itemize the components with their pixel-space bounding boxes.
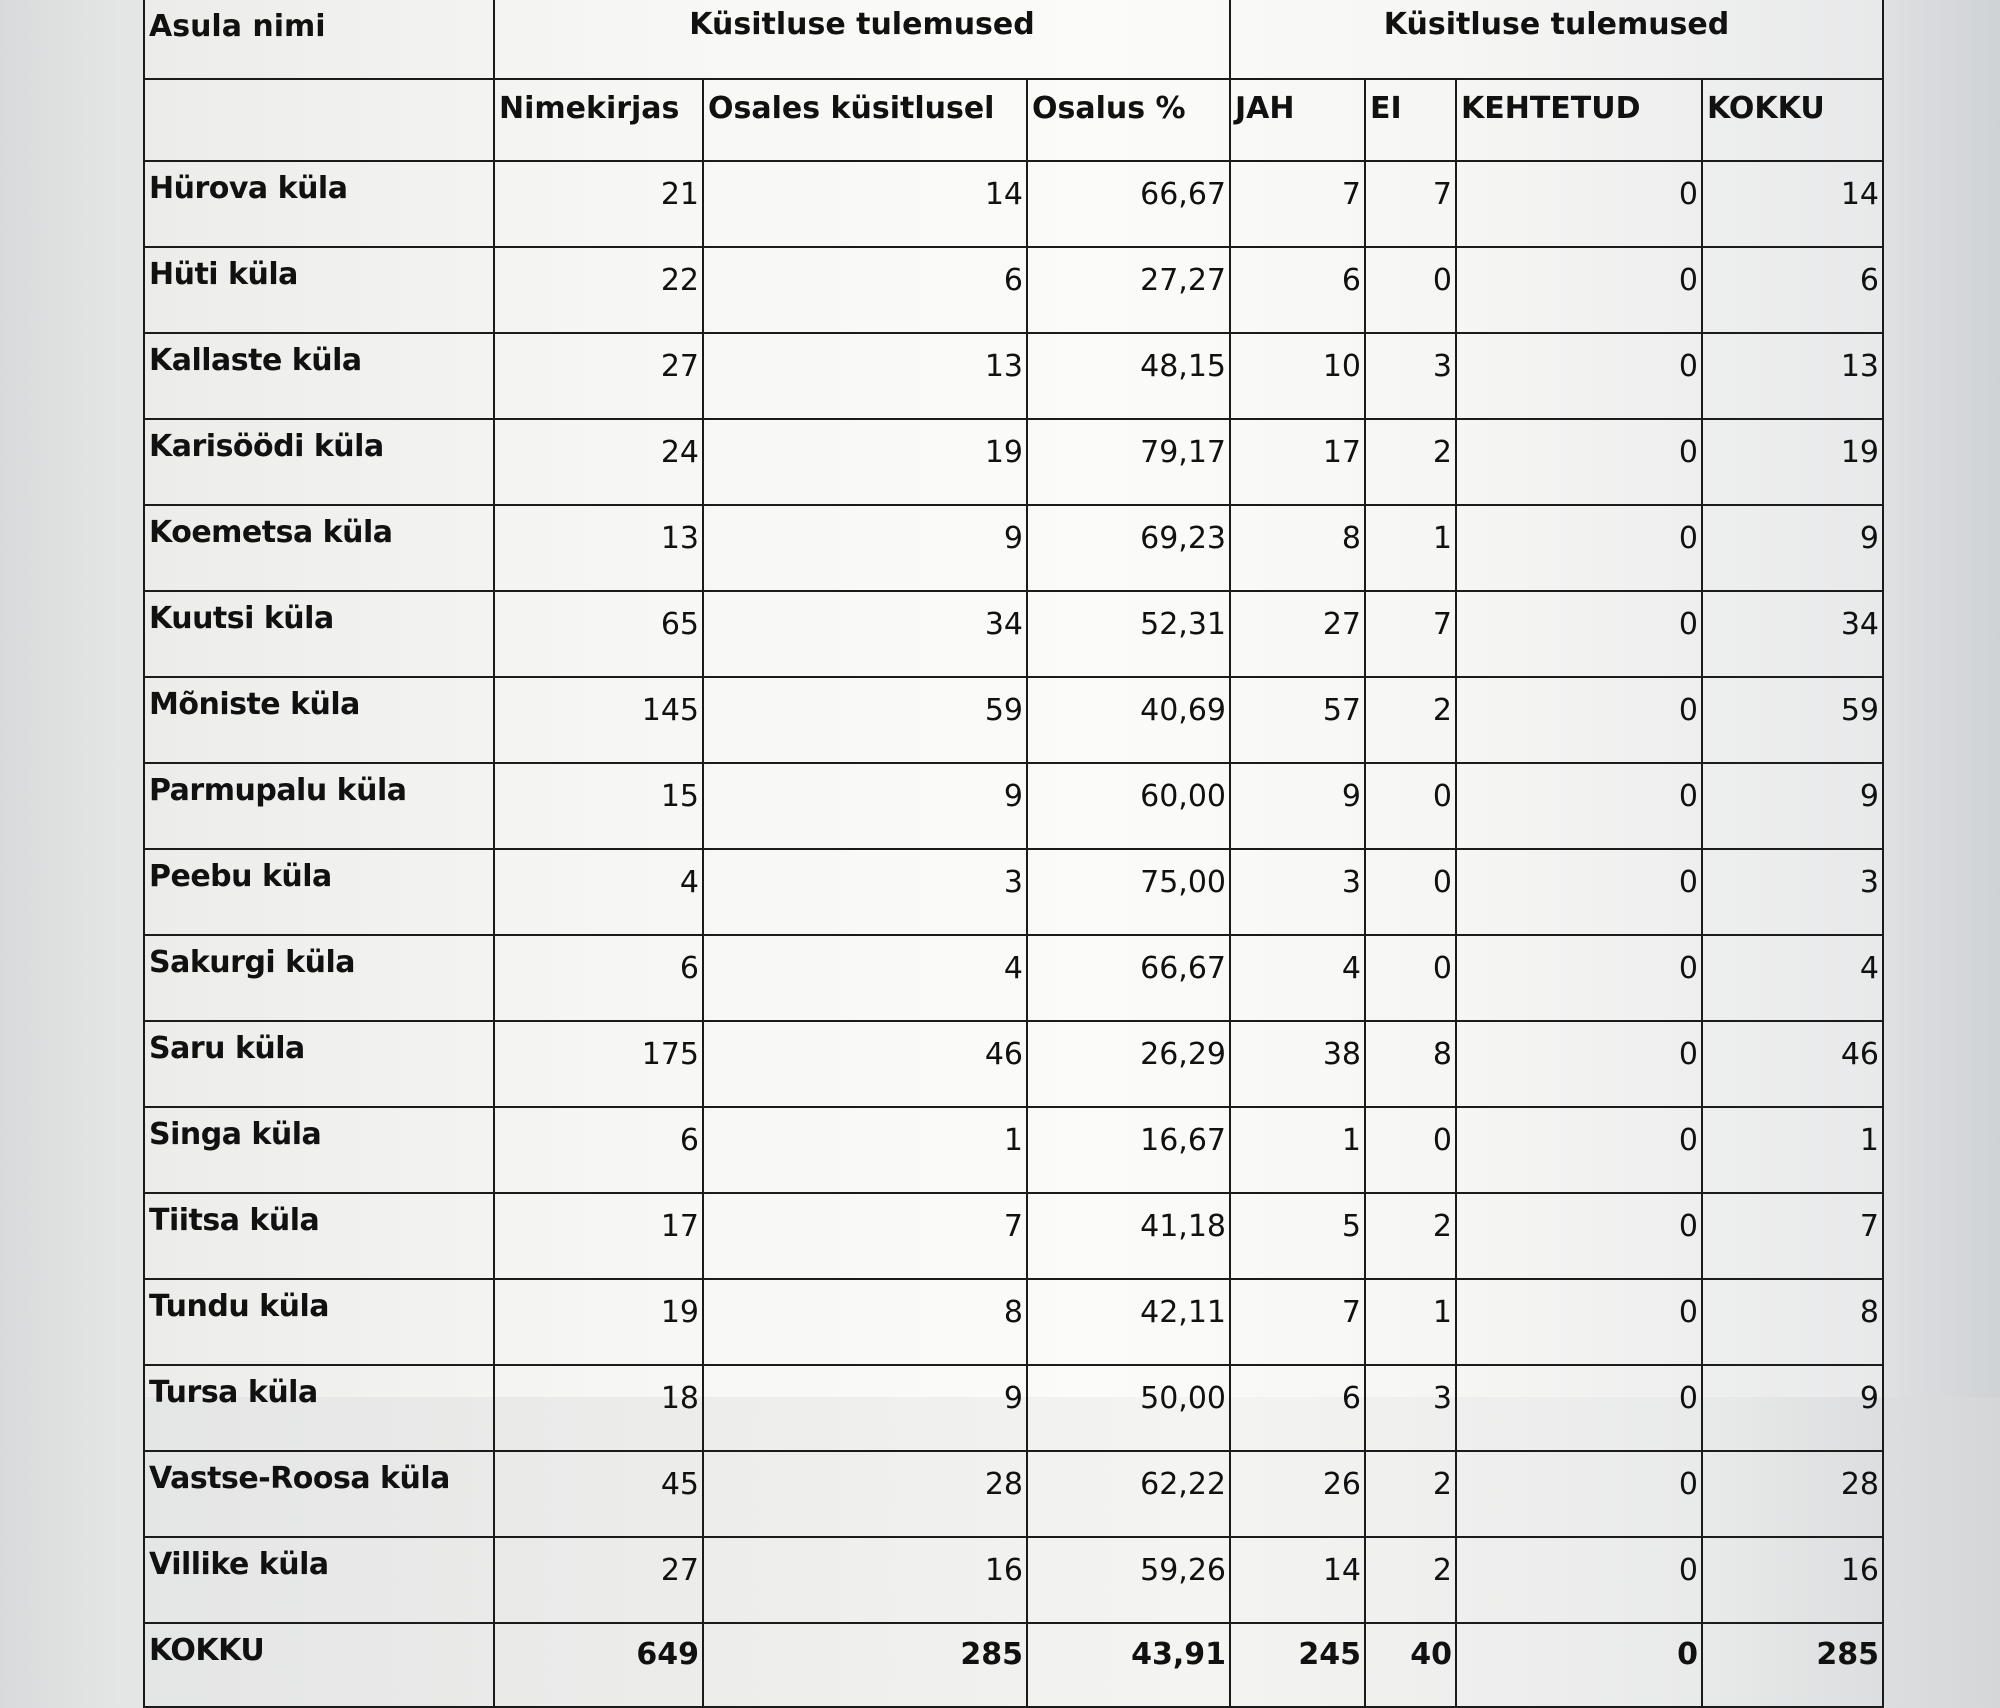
cell-osales: 19	[703, 419, 1027, 505]
settlement-name: Karisöödi küla	[144, 419, 494, 505]
total-row	[144, 1623, 1883, 1707]
cell-osalus: 52,31	[1027, 591, 1230, 677]
cell-ei: 1	[1365, 1279, 1456, 1365]
settlement-name: Peebu küla	[144, 849, 494, 935]
cell-ei: 2	[1365, 1193, 1456, 1279]
cell-ei: 7	[1365, 591, 1456, 677]
settlement-name: Tursa küla	[144, 1365, 494, 1451]
cell-osalus: 66,67	[1027, 935, 1230, 1021]
cell-nimekirjas: 21	[494, 161, 703, 247]
table-row	[144, 1279, 1883, 1365]
cell-ei: 2	[1365, 677, 1456, 763]
header-row-groups	[144, 0, 1883, 79]
settlement-name: Kallaste küla	[144, 333, 494, 419]
cell-jah: 4	[1230, 935, 1365, 1021]
table-row	[144, 1365, 1883, 1451]
settlement-name: Singa küla	[144, 1107, 494, 1193]
table-row	[144, 419, 1883, 505]
cell-osalus: 50,00	[1027, 1365, 1230, 1451]
table-row	[144, 849, 1883, 935]
cell-kokku: 13	[1702, 333, 1883, 419]
cell-osales: 8	[703, 1279, 1027, 1365]
header-kokku: KOKKU	[1702, 79, 1883, 161]
cell-kokku: 28	[1702, 1451, 1883, 1537]
header-osalus-pct: Osalus %	[1027, 79, 1230, 161]
cell-kokku: 9	[1702, 1365, 1883, 1451]
table-row	[144, 247, 1883, 333]
cell-nimekirjas: 65	[494, 591, 703, 677]
table-row	[144, 161, 1883, 247]
header-ei: EI	[1365, 79, 1456, 161]
cell-ei: 7	[1365, 161, 1456, 247]
cell-nimekirjas: 22	[494, 247, 703, 333]
cell-kehtetud: 0	[1456, 1021, 1702, 1107]
cell-jah: 14	[1230, 1537, 1365, 1623]
survey-results-table	[143, 0, 1884, 1708]
header-jah: JAH	[1230, 79, 1365, 161]
cell-osalus: 27,27	[1027, 247, 1230, 333]
cell-kokku: 19	[1702, 419, 1883, 505]
cell-jah: 7	[1230, 161, 1365, 247]
settlement-name: Parmupalu küla	[144, 763, 494, 849]
table-row	[144, 677, 1883, 763]
cell-nimekirjas: 13	[494, 505, 703, 591]
settlement-name: Hürova küla	[144, 161, 494, 247]
table-row	[144, 1021, 1883, 1107]
cell-osales: 6	[703, 247, 1027, 333]
cell-jah: 57	[1230, 677, 1365, 763]
cell-osales: 3	[703, 849, 1027, 935]
settlement-name: Kuutsi küla	[144, 591, 494, 677]
cell-osales: 28	[703, 1451, 1027, 1537]
cell-kokku: 1	[1702, 1107, 1883, 1193]
total-nimekirjas: 649	[494, 1623, 703, 1707]
settlement-name: Tiitsa küla	[144, 1193, 494, 1279]
cell-jah: 5	[1230, 1193, 1365, 1279]
table-row	[144, 935, 1883, 1021]
cell-nimekirjas: 17	[494, 1193, 703, 1279]
cell-nimekirjas: 45	[494, 1451, 703, 1537]
cell-osalus: 69,23	[1027, 505, 1230, 591]
total-ei: 40	[1365, 1623, 1456, 1707]
cell-osalus: 48,15	[1027, 333, 1230, 419]
cell-kehtetud: 0	[1456, 333, 1702, 419]
table-row	[144, 591, 1883, 677]
table-row	[144, 505, 1883, 591]
cell-jah: 6	[1230, 247, 1365, 333]
cell-jah: 7	[1230, 1279, 1365, 1365]
table-row	[144, 1107, 1883, 1193]
cell-osalus: 60,00	[1027, 763, 1230, 849]
cell-osalus: 16,67	[1027, 1107, 1230, 1193]
cell-osalus: 66,67	[1027, 161, 1230, 247]
settlement-name: Villike küla	[144, 1537, 494, 1623]
header-empty	[144, 79, 494, 161]
cell-kokku: 4	[1702, 935, 1883, 1021]
cell-ei: 2	[1365, 1451, 1456, 1537]
cell-jah: 9	[1230, 763, 1365, 849]
cell-nimekirjas: 4	[494, 849, 703, 935]
settlement-name: Sakurgi küla	[144, 935, 494, 1021]
cell-nimekirjas: 27	[494, 1537, 703, 1623]
cell-kokku: 3	[1702, 849, 1883, 935]
header-osales: Osales küsitlusel	[703, 79, 1027, 161]
cell-nimekirjas: 19	[494, 1279, 703, 1365]
settlement-name: Mõniste küla	[144, 677, 494, 763]
cell-osalus: 41,18	[1027, 1193, 1230, 1279]
cell-nimekirjas: 175	[494, 1021, 703, 1107]
cell-kehtetud: 0	[1456, 849, 1702, 935]
header-settlement-name: Asula nimi	[144, 0, 494, 79]
settlement-name: Vastse-Roosa küla	[144, 1451, 494, 1537]
cell-nimekirjas: 145	[494, 677, 703, 763]
cell-nimekirjas: 6	[494, 935, 703, 1021]
cell-kehtetud: 0	[1456, 1107, 1702, 1193]
cell-osales: 9	[703, 505, 1027, 591]
total-osales: 285	[703, 1623, 1027, 1707]
cell-kehtetud: 0	[1456, 1451, 1702, 1537]
cell-jah: 38	[1230, 1021, 1365, 1107]
cell-osalus: 42,11	[1027, 1279, 1230, 1365]
cell-kokku: 14	[1702, 161, 1883, 247]
cell-jah: 8	[1230, 505, 1365, 591]
cell-kehtetud: 0	[1456, 677, 1702, 763]
cell-kehtetud: 0	[1456, 591, 1702, 677]
cell-nimekirjas: 6	[494, 1107, 703, 1193]
cell-kehtetud: 0	[1456, 419, 1702, 505]
cell-osalus: 26,29	[1027, 1021, 1230, 1107]
cell-kehtetud: 0	[1456, 161, 1702, 247]
table-row	[144, 763, 1883, 849]
header-kehtetud: KEHTETUD	[1456, 79, 1702, 161]
cell-kokku: 6	[1702, 247, 1883, 333]
cell-osales: 1	[703, 1107, 1027, 1193]
cell-osalus: 40,69	[1027, 677, 1230, 763]
cell-ei: 1	[1365, 505, 1456, 591]
cell-nimekirjas: 15	[494, 763, 703, 849]
cell-jah: 6	[1230, 1365, 1365, 1451]
header-group-votes: Küsitluse tulemused	[1230, 0, 1883, 79]
cell-kehtetud: 0	[1456, 763, 1702, 849]
cell-ei: 0	[1365, 247, 1456, 333]
cell-kokku: 59	[1702, 677, 1883, 763]
cell-osalus: 79,17	[1027, 419, 1230, 505]
cell-jah: 26	[1230, 1451, 1365, 1537]
cell-kokku: 9	[1702, 505, 1883, 591]
settlement-name: Saru küla	[144, 1021, 494, 1107]
cell-osales: 4	[703, 935, 1027, 1021]
cell-osales: 59	[703, 677, 1027, 763]
cell-jah: 3	[1230, 849, 1365, 935]
cell-kokku: 46	[1702, 1021, 1883, 1107]
cell-osales: 34	[703, 591, 1027, 677]
cell-nimekirjas: 18	[494, 1365, 703, 1451]
total-kokku: 285	[1702, 1623, 1883, 1707]
cell-ei: 0	[1365, 849, 1456, 935]
cell-kokku: 9	[1702, 763, 1883, 849]
cell-nimekirjas: 24	[494, 419, 703, 505]
cell-osales: 16	[703, 1537, 1027, 1623]
settlement-name: Tundu küla	[144, 1279, 494, 1365]
header-nimekirjas: Nimekirjas	[494, 79, 703, 161]
cell-ei: 3	[1365, 333, 1456, 419]
header-group-participation: Küsitluse tulemused	[494, 0, 1230, 79]
cell-ei: 0	[1365, 935, 1456, 1021]
total-osalus: 43,91	[1027, 1623, 1230, 1707]
cell-kokku: 8	[1702, 1279, 1883, 1365]
total-jah: 245	[1230, 1623, 1365, 1707]
adjacent-column-strip	[1882, 0, 2000, 1397]
table-row	[144, 1451, 1883, 1537]
cell-osalus: 59,26	[1027, 1537, 1230, 1623]
cell-kokku: 7	[1702, 1193, 1883, 1279]
cell-osalus: 75,00	[1027, 849, 1230, 935]
cell-jah: 1	[1230, 1107, 1365, 1193]
cell-osales: 7	[703, 1193, 1027, 1279]
total-kehtetud: 0	[1456, 1623, 1702, 1707]
settlement-name: Koemetsa küla	[144, 505, 494, 591]
table-row	[144, 1193, 1883, 1279]
cell-kehtetud: 0	[1456, 1279, 1702, 1365]
cell-osales: 46	[703, 1021, 1027, 1107]
cell-osales: 9	[703, 1365, 1027, 1451]
cell-kokku: 34	[1702, 591, 1883, 677]
total-label: KOKKU	[144, 1623, 494, 1707]
cell-kehtetud: 0	[1456, 1537, 1702, 1623]
cell-ei: 0	[1365, 1107, 1456, 1193]
table-row	[144, 1537, 1883, 1623]
settlement-name: Hüti küla	[144, 247, 494, 333]
cell-ei: 0	[1365, 763, 1456, 849]
cell-jah: 17	[1230, 419, 1365, 505]
cell-osales: 9	[703, 763, 1027, 849]
cell-kehtetud: 0	[1456, 935, 1702, 1021]
header-row-columns	[144, 79, 1883, 161]
cell-jah: 27	[1230, 591, 1365, 677]
cell-ei: 2	[1365, 1537, 1456, 1623]
cell-kehtetud: 0	[1456, 1365, 1702, 1451]
cell-kokku: 16	[1702, 1537, 1883, 1623]
cell-ei: 8	[1365, 1021, 1456, 1107]
cell-jah: 10	[1230, 333, 1365, 419]
cell-kehtetud: 0	[1456, 505, 1702, 591]
cell-kehtetud: 0	[1456, 247, 1702, 333]
table-row	[144, 333, 1883, 419]
cell-ei: 2	[1365, 419, 1456, 505]
cell-osales: 13	[703, 333, 1027, 419]
cell-ei: 3	[1365, 1365, 1456, 1451]
cell-nimekirjas: 27	[494, 333, 703, 419]
cell-kehtetud: 0	[1456, 1193, 1702, 1279]
cell-osales: 14	[703, 161, 1027, 247]
cell-osalus: 62,22	[1027, 1451, 1230, 1537]
